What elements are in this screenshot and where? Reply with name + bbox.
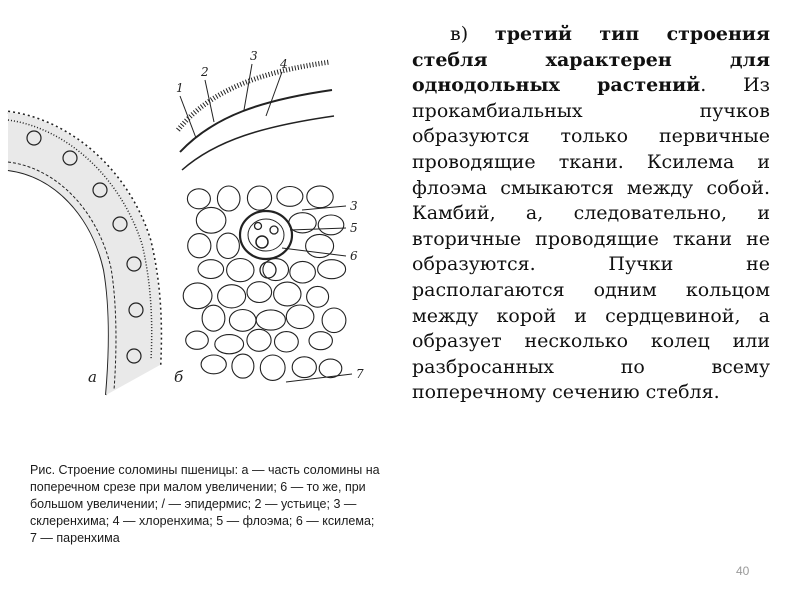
figure-label-5: 5 [350,221,358,235]
parenchyma-cell [188,234,211,258]
parenchyma-cell [202,305,225,331]
wheat-stem-cross-section-figure [0,20,400,410]
parenchyma-cell [217,233,240,258]
parenchyma-cell [307,286,329,307]
figure-label-7: 7 [356,367,364,381]
parenchyma-cell [187,189,210,209]
parenchyma-cell [215,335,244,354]
parenchyma-cell [290,261,316,283]
parenchyma-cell [256,310,285,330]
parenchyma-cell [247,282,272,303]
figure-drawing [0,20,400,410]
parenchyma-cell [227,259,254,282]
figure-label-1: 1 [176,81,184,95]
parenchyma-cell [307,186,333,208]
parenchyma-cell [275,332,299,352]
parenchyma-cell [201,355,226,374]
figure-label-b: б [174,368,184,386]
parenchyma-cell [232,354,254,378]
parenchyma-cell [318,215,344,235]
parenchyma-cell [274,282,301,306]
body-text [412,22,770,406]
parenchyma-cell [218,285,246,308]
stem-section-a [8,112,161,395]
parenchyma-cell [322,308,346,333]
figure-label-3b: 3 [350,199,358,213]
parenchyma-cell [292,357,316,378]
parenchyma-cell [196,207,226,233]
figure-label-3: 3 [250,49,258,63]
parenchyma-cell [229,310,256,332]
parenchyma-cell [186,331,209,349]
parenchyma-cell [286,305,314,329]
parenchyma-cell [319,359,342,378]
parenchyma-cell [183,283,212,309]
page-number: 40 [736,564,750,578]
figure-label-2: 2 [201,65,209,79]
parenchyma-cell [247,329,271,351]
body-rest: . Из прокамбиальных пучков образуются только первичные проводящие ткани. Ксилема и флоэма смыкаются между собой. Камбий, а, следовательно, и вторичные проводящие ткани не образуются. Пучки не располагаются одним кольцом между корой и сердцевиной, а образует несколько колец или разбросанных по всему поперечному сечению стебля. [412,74,771,404]
parenchyma-cell [309,332,332,350]
parenchyma-cell [260,355,285,380]
figure-label-6: 6 [350,249,358,263]
parenchyma-cell [277,187,303,207]
parenchyma-cell [217,186,240,211]
body-lead: в) [450,23,495,45]
parenchyma-cell [318,260,346,279]
figure-label-4: 4 [280,57,288,71]
figure-label-a: а [88,368,97,386]
figure-caption: Рис. Строение соломины пшеницы: а — часть соломины на поперечном срезе при малом увеличении; 6 — то же, при большом увеличении; / — эпидермис; 2 — устьице; 3 — склеренхима; 4 — хлоренхима; 5 — флоэма; 6 — ксилема; 7 — паренхима [30,463,380,545]
stem-section-b [178,62,346,380]
parenchyma-cell [247,186,271,210]
body-bold: третий тип строения стебля характерен для однодольных растений [412,23,770,97]
parenchyma-cell [198,260,224,279]
